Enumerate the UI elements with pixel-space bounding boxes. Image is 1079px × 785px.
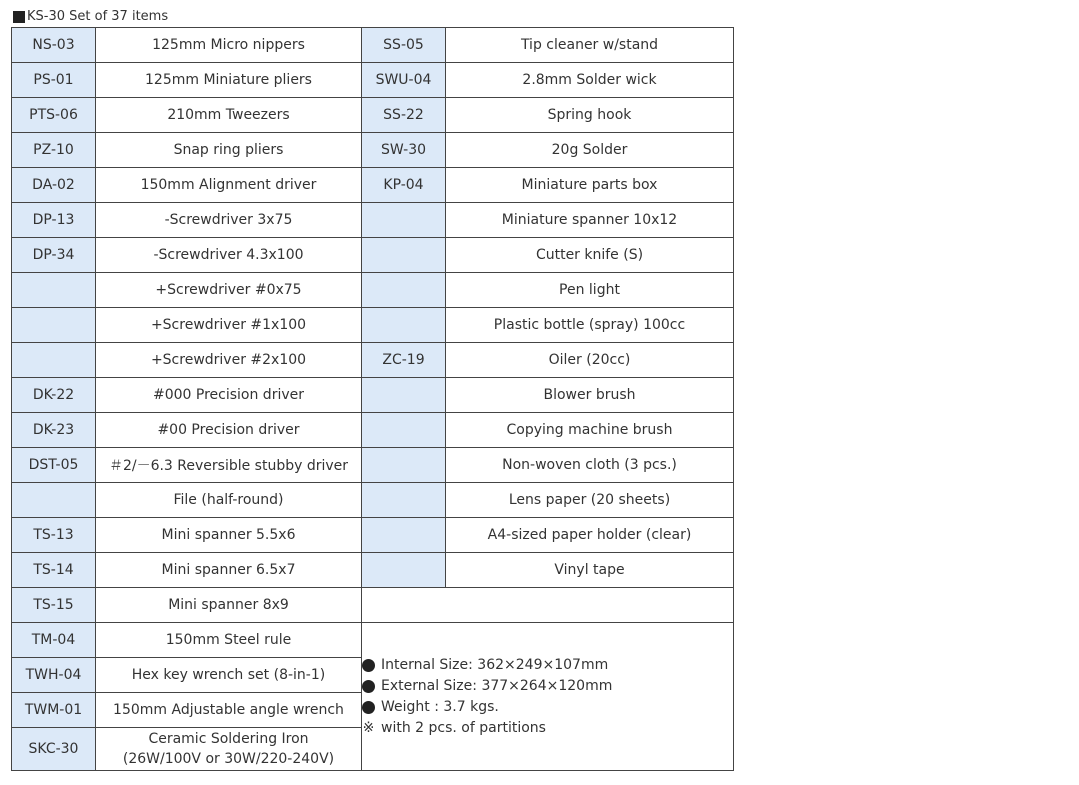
- left-code: PS-01: [12, 63, 96, 98]
- table-row: [12, 343, 734, 378]
- right-code: SW-30: [362, 133, 446, 168]
- right-code: SS-22: [362, 98, 446, 133]
- table-row: [12, 238, 734, 273]
- left-code: TS-13: [12, 518, 96, 553]
- left-code: [12, 308, 96, 343]
- left-code: TWM-01: [12, 693, 96, 728]
- right-name: 2.8mm Solder wick: [446, 63, 734, 98]
- right-name: Miniature parts box: [446, 168, 734, 203]
- left-code: DP-34: [12, 238, 96, 273]
- right-code: [362, 448, 446, 483]
- right-name: Spring hook: [446, 98, 734, 133]
- right-name: Oiler (20cc): [446, 343, 734, 378]
- left-code: SKC-30: [12, 728, 96, 771]
- table-row: [12, 553, 734, 588]
- right-code: [362, 203, 446, 238]
- reference-mark-icon: ※: [362, 719, 375, 736]
- right-name: 20g Solder: [446, 133, 734, 168]
- heading-text: KS-30 Set of 37 items: [27, 9, 169, 24]
- left-name: +Screwdriver #1x100: [96, 308, 362, 343]
- note-text: External Size: 377×264×120mm: [381, 677, 613, 694]
- table-row: [12, 273, 734, 308]
- note-line: [362, 655, 733, 676]
- left-code: NS-03: [12, 28, 96, 63]
- left-name: #00 Precision driver: [96, 413, 362, 448]
- square-bullet-icon: [13, 11, 25, 23]
- left-name: 125mm Micro nippers: [96, 28, 362, 63]
- parts-table: [11, 27, 734, 771]
- table-heading: [13, 8, 168, 26]
- right-code: SWU-04: [362, 63, 446, 98]
- table-row: [12, 168, 734, 203]
- right-code: [362, 518, 446, 553]
- right-name: Copying machine brush: [446, 413, 734, 448]
- left-name: +Screwdriver #0x75: [96, 273, 362, 308]
- table-row: [12, 483, 734, 518]
- right-name: A4-sized paper holder (clear): [446, 518, 734, 553]
- note-line: [362, 697, 733, 718]
- right-code: [362, 238, 446, 273]
- right-code: ZC-19: [362, 343, 446, 378]
- left-name: Snap ring pliers: [96, 133, 362, 168]
- note-text: Internal Size: 362×249×107mm: [381, 656, 609, 673]
- table-row: [12, 28, 734, 63]
- left-code: [12, 483, 96, 518]
- table-row: [12, 63, 734, 98]
- left-name: 125mm Miniature pliers: [96, 63, 362, 98]
- table-row: [12, 308, 734, 343]
- table-row: [12, 98, 734, 133]
- left-code: TS-15: [12, 588, 96, 623]
- left-name: +Screwdriver #2x100: [96, 343, 362, 378]
- left-name: 150mm Steel rule: [96, 623, 362, 658]
- right-name: Blower brush: [446, 378, 734, 413]
- table-row: [12, 518, 734, 553]
- note-text: Weight : 3.7 kgs.: [381, 698, 499, 715]
- case-notes: [362, 623, 734, 771]
- table-row: [12, 623, 734, 658]
- left-name: [96, 728, 362, 771]
- table-row: [12, 448, 734, 483]
- note-text: with 2 pcs. of partitions: [381, 719, 546, 736]
- table-row: [12, 588, 734, 623]
- right-name: Miniature spanner 10x12: [446, 203, 734, 238]
- left-name: File (half-round): [96, 483, 362, 518]
- right-code: [362, 273, 446, 308]
- right-code: [362, 413, 446, 448]
- right-code: [362, 308, 446, 343]
- left-name: -Screwdriver 3x75: [96, 203, 362, 238]
- left-code: DST-05: [12, 448, 96, 483]
- left-name-line2: (26W/100V or 30W/220-240V): [122, 751, 335, 767]
- empty-cell: [362, 588, 734, 623]
- note-line: [362, 718, 733, 739]
- table-row: [12, 413, 734, 448]
- right-name: Pen light: [446, 273, 734, 308]
- right-code: [362, 378, 446, 413]
- right-code: SS-05: [362, 28, 446, 63]
- left-name: Mini spanner 5.5x6: [96, 518, 362, 553]
- left-name: 210mm Tweezers: [96, 98, 362, 133]
- left-name: #000 Precision driver: [96, 378, 362, 413]
- left-name: 150mm Adjustable angle wrench: [96, 693, 362, 728]
- left-code: DK-23: [12, 413, 96, 448]
- left-name: ＃2/－6.3 Reversible stubby driver: [96, 448, 362, 483]
- left-code: TS-14: [12, 553, 96, 588]
- note-line: [362, 676, 733, 697]
- left-name-line1: Ceramic Soldering Iron: [148, 731, 309, 747]
- left-code: [12, 343, 96, 378]
- left-code: DP-13: [12, 203, 96, 238]
- right-name: Non-woven cloth (3 pcs.): [446, 448, 734, 483]
- left-name: Hex key wrench set (8-in-1): [96, 658, 362, 693]
- right-code: KP-04: [362, 168, 446, 203]
- left-name: Mini spanner 8x9: [96, 588, 362, 623]
- left-code: PTS-06: [12, 98, 96, 133]
- right-name: Vinyl tape: [446, 553, 734, 588]
- bullet-icon: [362, 701, 375, 714]
- table-row: [12, 378, 734, 413]
- bullet-icon: [362, 659, 375, 672]
- left-code: TWH-04: [12, 658, 96, 693]
- left-code: TM-04: [12, 623, 96, 658]
- right-code: [362, 553, 446, 588]
- left-code: [12, 273, 96, 308]
- left-name: Mini spanner 6.5x7: [96, 553, 362, 588]
- right-name: Tip cleaner w/stand: [446, 28, 734, 63]
- left-code: DA-02: [12, 168, 96, 203]
- left-name: 150mm Alignment driver: [96, 168, 362, 203]
- table-row: [12, 133, 734, 168]
- left-code: PZ-10: [12, 133, 96, 168]
- left-name: -Screwdriver 4.3x100: [96, 238, 362, 273]
- right-code: [362, 483, 446, 518]
- right-name: Plastic bottle (spray) 100cc: [446, 308, 734, 343]
- left-code: DK-22: [12, 378, 96, 413]
- bullet-icon: [362, 680, 375, 693]
- right-name: Lens paper (20 sheets): [446, 483, 734, 518]
- right-name: Cutter knife (S): [446, 238, 734, 273]
- table-row: [12, 203, 734, 238]
